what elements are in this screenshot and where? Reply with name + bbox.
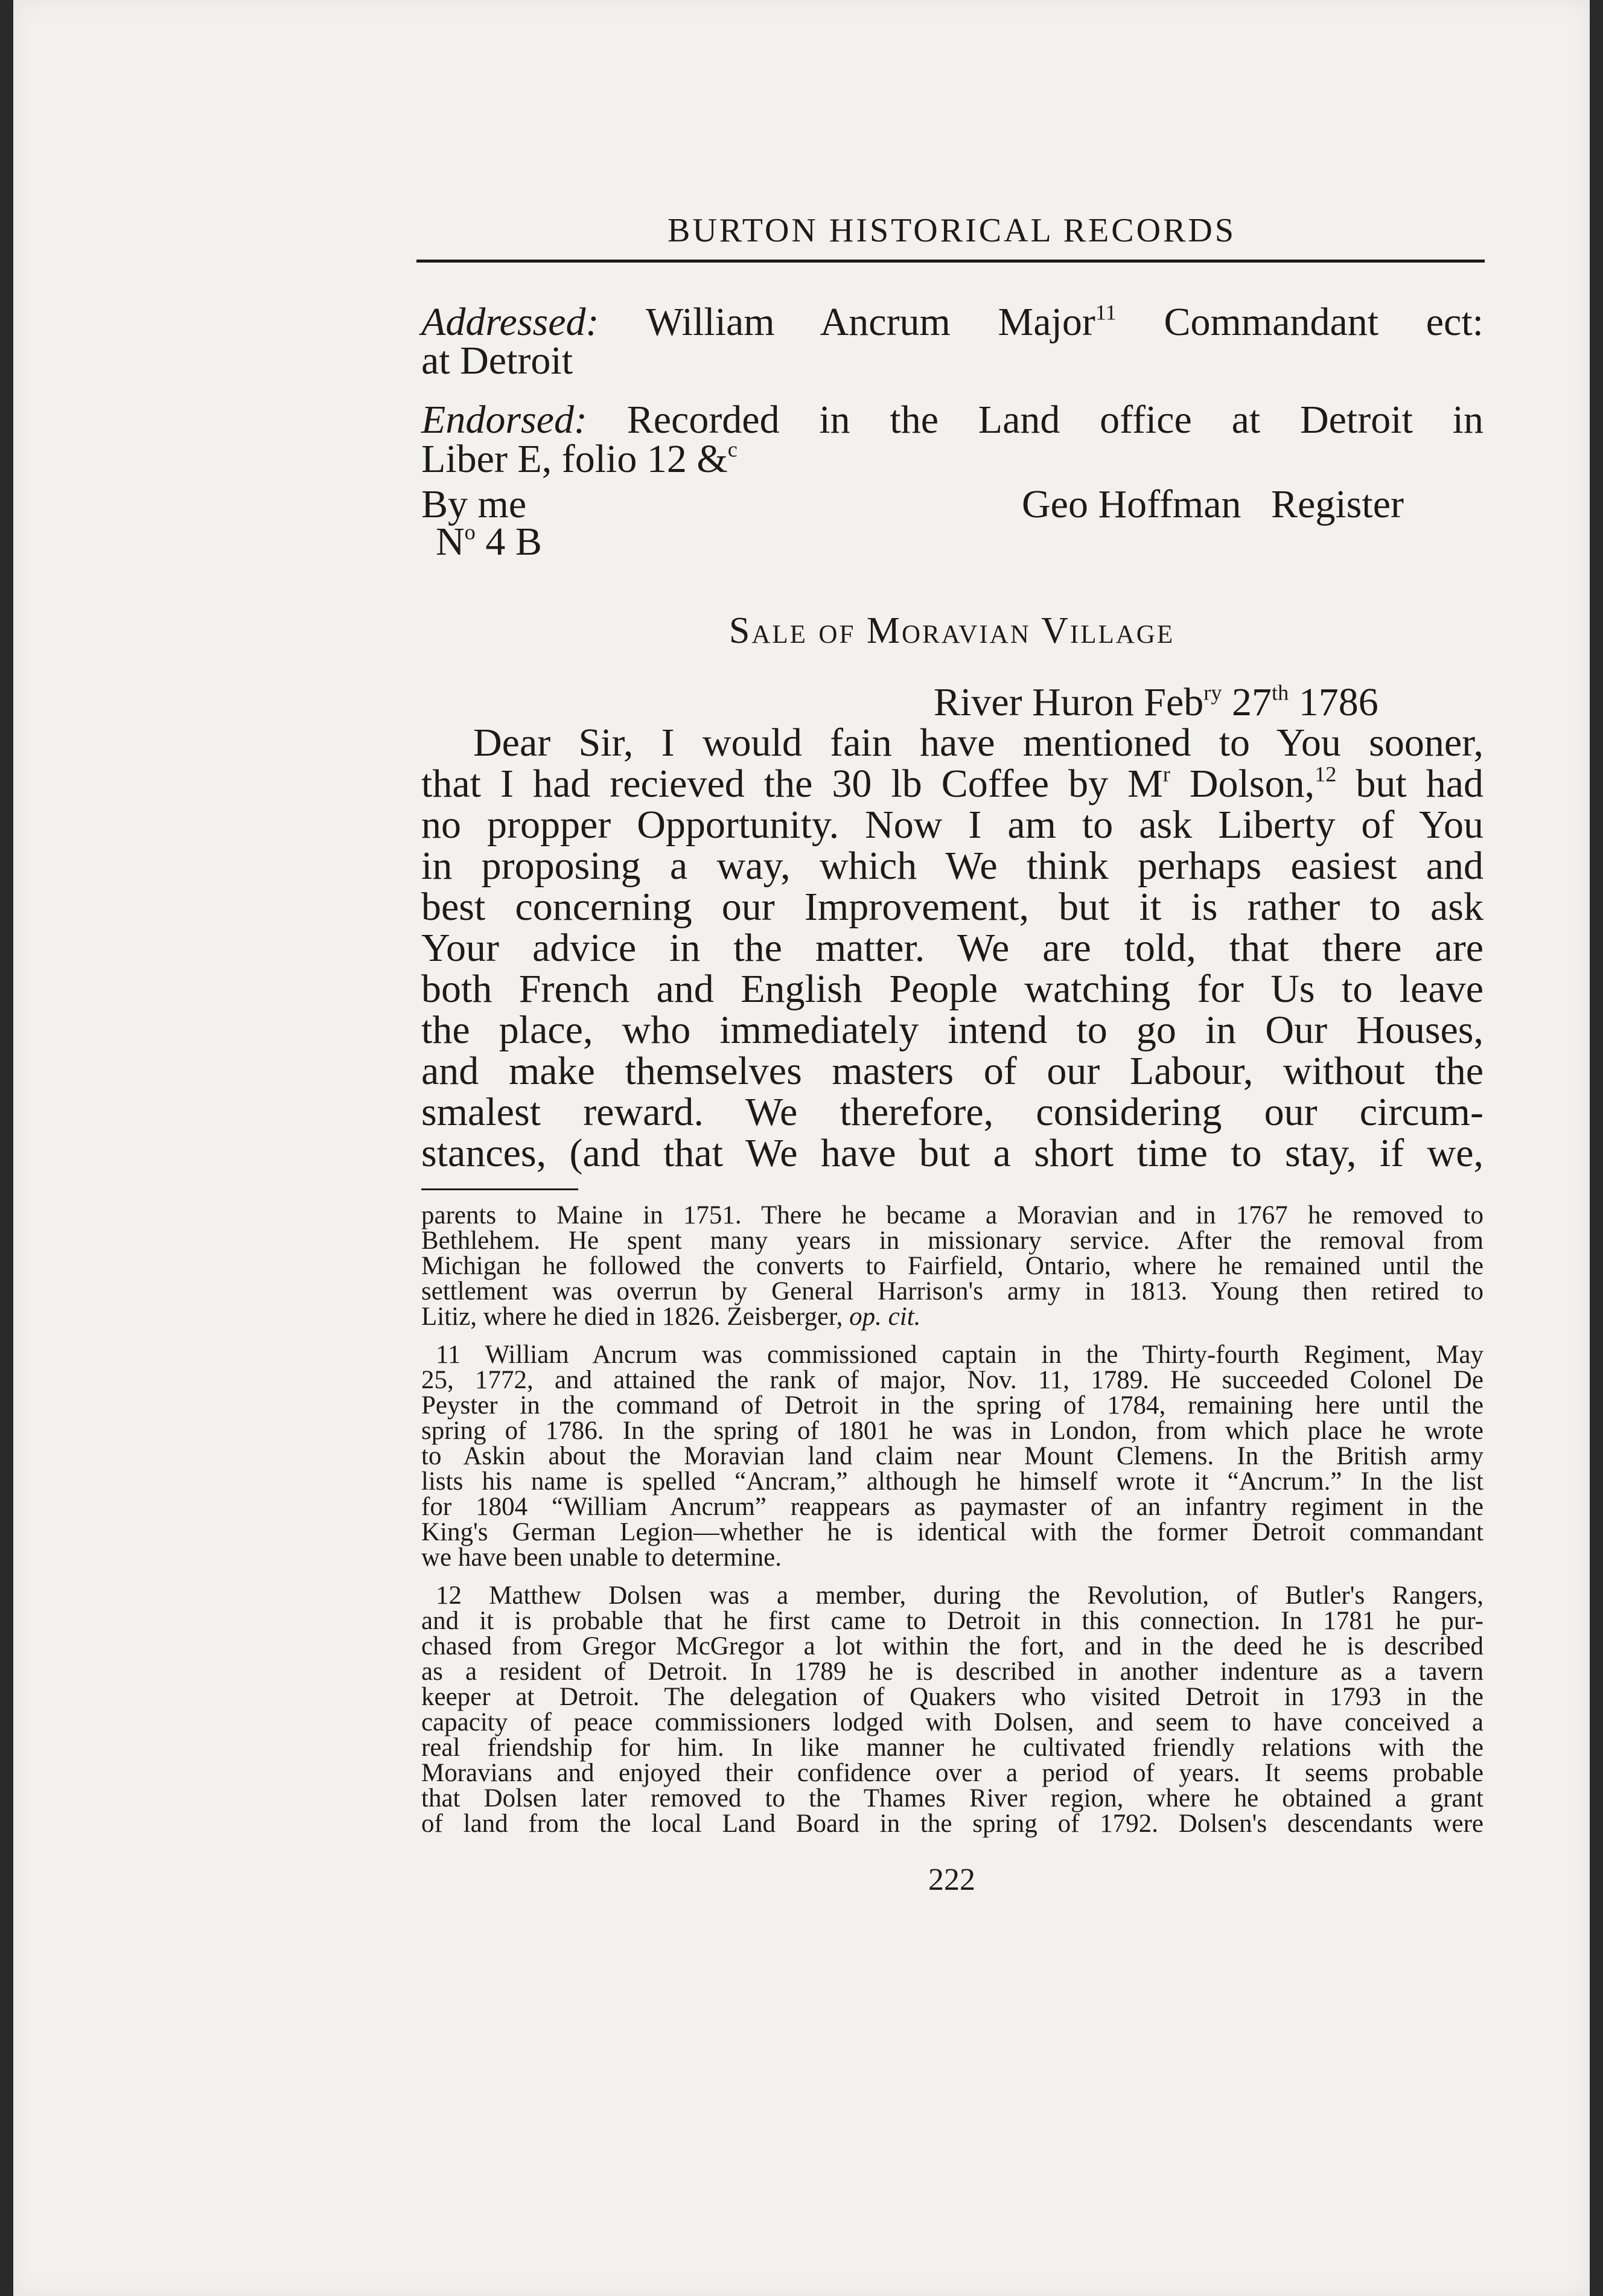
footnote-12-line: keeper at Detroit. The delegation of Quakers who visited Detroit in 1793 in the xyxy=(421,1683,1483,1711)
footnote-ref-12: 12 xyxy=(1315,762,1337,786)
letter-line: both French and English People watching for Us to leave xyxy=(421,967,1483,1011)
addressed-line-1 xyxy=(421,301,1483,344)
addressed-tail: Commandant ect: xyxy=(1164,300,1483,344)
footnote-12-line: as a resident of Detroit. In 1789 he is described in another indenture as a tavern xyxy=(421,1657,1483,1686)
footnote-line: Litiz, where he died in 1826. Zeisberger, op. cit. xyxy=(421,1303,921,1331)
endorsed-line-1 xyxy=(421,398,1483,442)
letter-line: in proposing a way, which We think perhaps easiest and xyxy=(421,844,1483,888)
footnote-line: settlement was overrun by General Harrison's army in 1813. Young then retired to xyxy=(421,1277,1483,1306)
footnote-12-line: that Dolsen later removed to the Thames River region, where he obtained a grant xyxy=(421,1784,1483,1813)
endorsed-sup: c xyxy=(727,437,738,462)
footnote-12-line: Moravians and enjoyed their confidence over a period of years. It seems probable xyxy=(421,1759,1483,1787)
letter-line: smalest reward. We therefore, considering our circum- xyxy=(421,1090,1483,1134)
endorsed-label: Endorsed: xyxy=(421,398,587,442)
endorsed-number: $N^o$ 4 B xyxy=(436,520,542,564)
footnote-11-line: lists his name is spelled “Ancram,” although he himself wrote it “Ancrum.” In the list xyxy=(421,1467,1483,1496)
letter-line: Your advice in the matter. We are told, that there are xyxy=(421,926,1483,970)
letter-line: the place, who immediately intend to go in Our Houses, xyxy=(421,1008,1483,1052)
footnote-11-line: Peyster in the command of Detroit in the spring of 1784, remaining here until the xyxy=(421,1391,1483,1420)
footnote-rule xyxy=(421,1188,578,1190)
endorsed-line-2 xyxy=(421,438,1483,481)
register-signature: Geo Hoffman Register xyxy=(1022,482,1404,526)
footnote-line: Bethlehem. He spent many years in missionary service. After the removal from xyxy=(421,1226,1483,1255)
footnote-11-line: 25, 1772, and attained the rank of major, Nov. 11, 1789. He succeeded Colonel De xyxy=(421,1366,1483,1394)
footnote-12-line: of land from the local Land Board in the spring of 1792. Dolsen's descendants were xyxy=(421,1810,1483,1838)
header-rule xyxy=(416,260,1485,263)
letter-line: stances, (and that We have but a short time to stay, if we, xyxy=(421,1131,1483,1175)
addressed-label: Addressed: xyxy=(421,300,599,344)
footnote-12-line: and it is probable that he first came to Detroit in this connection. In 1781 he pur- xyxy=(421,1607,1483,1635)
footnote-11-line: spring of 1786. In the spring of 1801 he was in London, from which place he wrote xyxy=(421,1417,1483,1445)
endorsed-text: Recorded in the Land office at Detroit in xyxy=(626,398,1484,442)
footnote-12-line: chased from Gregor McGregor a lot within the fort, and in the deed he is described xyxy=(421,1632,1483,1660)
section-title: Sale of Moravian Village xyxy=(728,610,1175,651)
footnote-line: parents to Maine in 1751. There he became a Moravian and in 1767 he removed to xyxy=(421,1201,1483,1229)
addressed-text: William Ancrum Major xyxy=(645,300,1095,344)
letter-line: no propper Opportunity. Now I am to ask Liberty of You xyxy=(421,803,1483,847)
dateline: River Huron Feb$^{ry}$ 27th 1786 xyxy=(934,680,1378,724)
book-page xyxy=(13,0,1590,2296)
letter-line: and make themselves masters of our Labour, without the xyxy=(421,1049,1483,1093)
letter-line: Dear Sir, I would fain have mentioned to You sooner, xyxy=(473,721,1483,765)
footnote-ref-11: 11 xyxy=(1095,300,1117,325)
by-me: By me xyxy=(421,482,527,526)
footnote-11-line: we have been unable to determine. xyxy=(421,1543,782,1572)
footnote-12-line: 12 Matthew Dolsen was a member, during the Revolution, of Butler's Rangers, xyxy=(436,1581,1483,1610)
addressed-line-2: at Detroit xyxy=(421,339,573,383)
endorsed-liber: Liber E, folio 12 & xyxy=(421,437,728,481)
page-number: 222 xyxy=(928,1863,975,1897)
footnote-12-line: capacity of peace commissioners lodged with Dolsen, and seem to have conceived a xyxy=(421,1708,1483,1736)
footnote-11-line: for 1804 “William Ancrum” reappears as paymaster of an infantry regiment in the xyxy=(421,1493,1483,1521)
letter-line: that I had recieved the 30 lb Coffee by $M^r$ Dolson,$^{12}$ but had xyxy=(421,762,1484,806)
footnote-11-line: King's German Legion—whether he is identical with the former Detroit commandant xyxy=(421,1518,1483,1546)
footnote-line: Michigan he followed the converts to Fairfield, Ontario, where he remained until the xyxy=(421,1252,1483,1280)
footnote-11-line: to Askin about the Moravian land claim near Mount Clemens. In the British army xyxy=(421,1442,1483,1470)
running-header: BURTON HISTORICAL RECORDS xyxy=(668,212,1236,249)
footnote-11-line: 11 William Ancrum was commissioned captain in the Thirty-fourth Regiment, May xyxy=(436,1341,1483,1369)
letter-line: best concerning our Improvement, but it is rather to ask xyxy=(421,885,1483,929)
footnote-12-line: real friendship for him. In like manner he cultivated friendly relations with the xyxy=(421,1733,1483,1762)
